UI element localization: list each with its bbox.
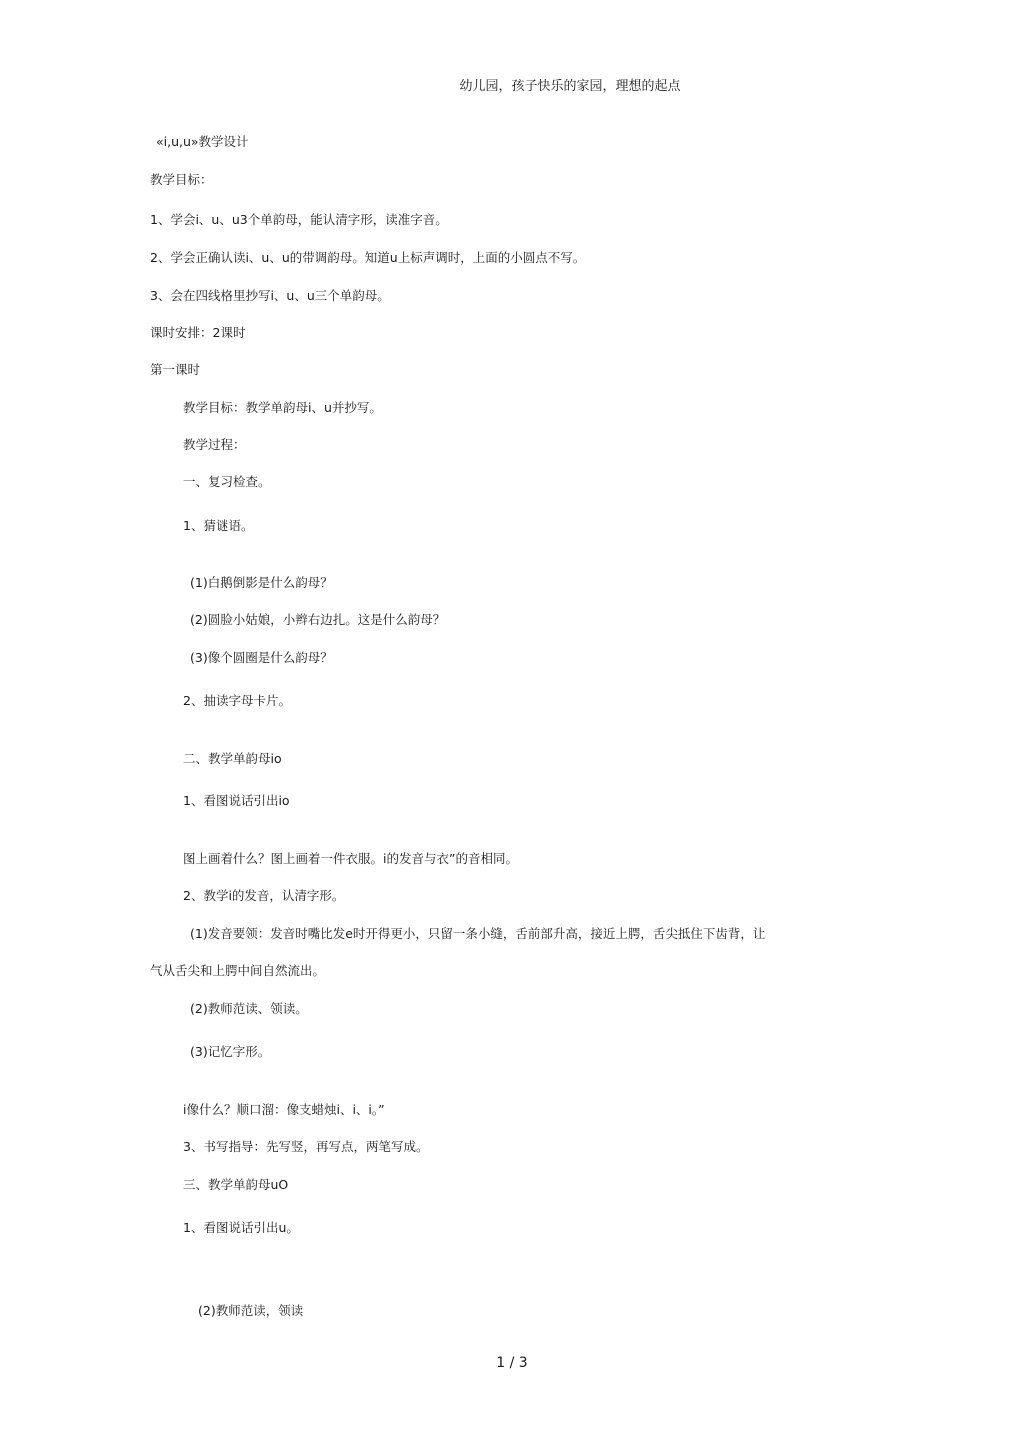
paragraph: 2、抽读字母卡片。 bbox=[183, 693, 291, 708]
paragraph: i像什么？顺口溜：像支蜡烛i、i、i。” bbox=[183, 1102, 385, 1117]
subsection-heading: 三、教学单韵母uO bbox=[183, 1177, 289, 1192]
subsection-heading: 二、教学单韵母io bbox=[183, 751, 282, 766]
paragraph: 教学过程： bbox=[183, 437, 246, 452]
doc-title: «i,u,u»教学设计 bbox=[156, 134, 249, 149]
riddle-item: (3)像个圆圈是什么韵母？ bbox=[190, 650, 333, 665]
riddle-item: (1)白鹅倒影是什么韵母？ bbox=[190, 575, 333, 590]
paragraph: 1、猜谜语。 bbox=[183, 518, 254, 533]
paragraph: 教学目标：教学单韵母i、u并抄写。 bbox=[183, 400, 382, 415]
section-heading: 第一课时 bbox=[150, 362, 201, 377]
paragraph: 3、书写指导：先写竖，再写点，两笔写成。 bbox=[183, 1139, 429, 1154]
paragraph: 1、看图说话引出u。 bbox=[183, 1220, 299, 1235]
objective-item: 3、会在四线格里抄写i、u、u三个单韵母。 bbox=[150, 288, 390, 303]
page-number: 1 / 3 bbox=[496, 1355, 528, 1371]
paragraph: 气从舌尖和上腭中间自然流出。 bbox=[150, 963, 326, 978]
paragraph: (2)教师范读、领读。 bbox=[190, 1001, 308, 1016]
subsection-heading: 一、复习检查。 bbox=[183, 474, 271, 489]
paragraph: 1、看图说话引出io bbox=[183, 793, 290, 808]
section-heading: 教学目标： bbox=[150, 172, 213, 187]
page-header: 幼儿园，孩子快乐的家园，理想的起点 bbox=[459, 79, 681, 94]
schedule-line: 课时安排：2课时 bbox=[150, 325, 246, 340]
paragraph: 图上画着什么？图上画着一件衣服。i的发音与衣”的音相同。 bbox=[183, 851, 518, 866]
objective-item: 2、学会正确认读i、u、u的带调韵母。知道u上标声调时，上面的小圆点不写。 bbox=[150, 250, 586, 265]
paragraph: (1)发音要领：发音时嘴比发e时开得更小，只留一条小缝，舌前部升高，接近上腭，舌尖抵住下齿背，让 bbox=[190, 926, 766, 941]
paragraph: 2、教学i的发音，认清字形。 bbox=[183, 888, 345, 903]
riddle-item: (2)圆脸小姑娘，小辫右边扎。这是什么韵母？ bbox=[190, 612, 446, 627]
objective-item: 1、学会i、u、u3个单韵母，能认清字形，读准字音。 bbox=[150, 212, 448, 227]
paragraph: (2)教师范读，领读 bbox=[198, 1303, 304, 1318]
paragraph: (3)记忆字形。 bbox=[190, 1044, 271, 1059]
